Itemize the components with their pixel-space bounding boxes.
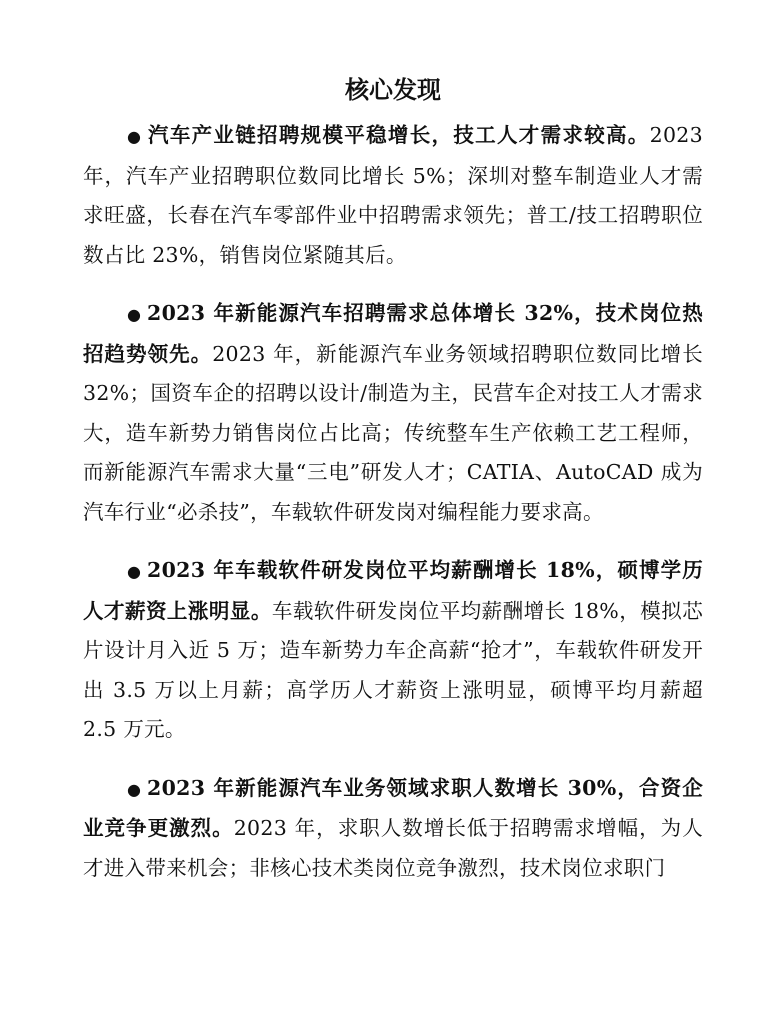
bullet-icon: ●: [127, 305, 142, 324]
finding-paragraph-2: [83, 294, 703, 532]
finding-paragraph-3: [83, 551, 703, 750]
bullet-icon: ●: [127, 562, 142, 581]
finding-body-2: 2023 年，新能源汽车业务领域招聘职位数同比增长32%；国资车企的招聘以设计/制造为主，民营车企对技工人才需求大，造车新势力销售岗位占比高；传统整车生产依赖工艺工程师，而新能源汽车需求大量“三电”研发人才；CATIA、AutoCAD 成为汽车行业“必杀技”，车载软件研发岗对编程能力要求高。: [83, 341, 703, 524]
finding-lead-4: 2023 年新能源汽车业务领域求职人数增长 30%，合资企业竞争更激烈。: [83, 775, 703, 840]
finding-body-4: 2023 年，求职人数增长低于招聘需求增幅，为人才进入带来机会；非核心技术类岗位竞争激烈，技术岗位求职门: [83, 816, 703, 880]
finding-body-1: 2023年，汽车产业招聘职位数同比增长 5%；深圳对整车制造业人才需求旺盛，长春在汽车零部件业中招聘需求领先；普工/技工招聘职位数占比 23%，销售岗位紧随其后。: [83, 123, 703, 267]
finding-body-3: 车载软件研发岗位平均薪酬增长 18%，模拟芯片设计月入近 5 万；造车新势力车企高薪“抢才”，车载软件研发开出 3.5 万以上月薪；高学历人才薪资上涨明显，硕博平均月薪超 2.5 万元。: [83, 598, 703, 741]
finding-lead-3: 2023 年车载软件研发岗位平均薪酬增长 18%，硕博学历人才薪资上涨明显。: [83, 558, 703, 623]
page-title: 核心发现: [345, 75, 441, 104]
bullet-icon: ●: [127, 779, 142, 799]
finding-paragraph-4: [83, 769, 703, 889]
bullet-icon: ●: [127, 127, 142, 146]
document-page: [83, 70, 703, 907]
finding-lead-2: 2023 年新能源汽车招聘需求总体增长 32%，技术岗位热招趋势领先。: [83, 301, 703, 366]
finding-paragraph-1: [83, 116, 703, 275]
finding-lead-1: 汽车产业链招聘规模平稳增长，技工人才需求较高。: [147, 123, 650, 147]
